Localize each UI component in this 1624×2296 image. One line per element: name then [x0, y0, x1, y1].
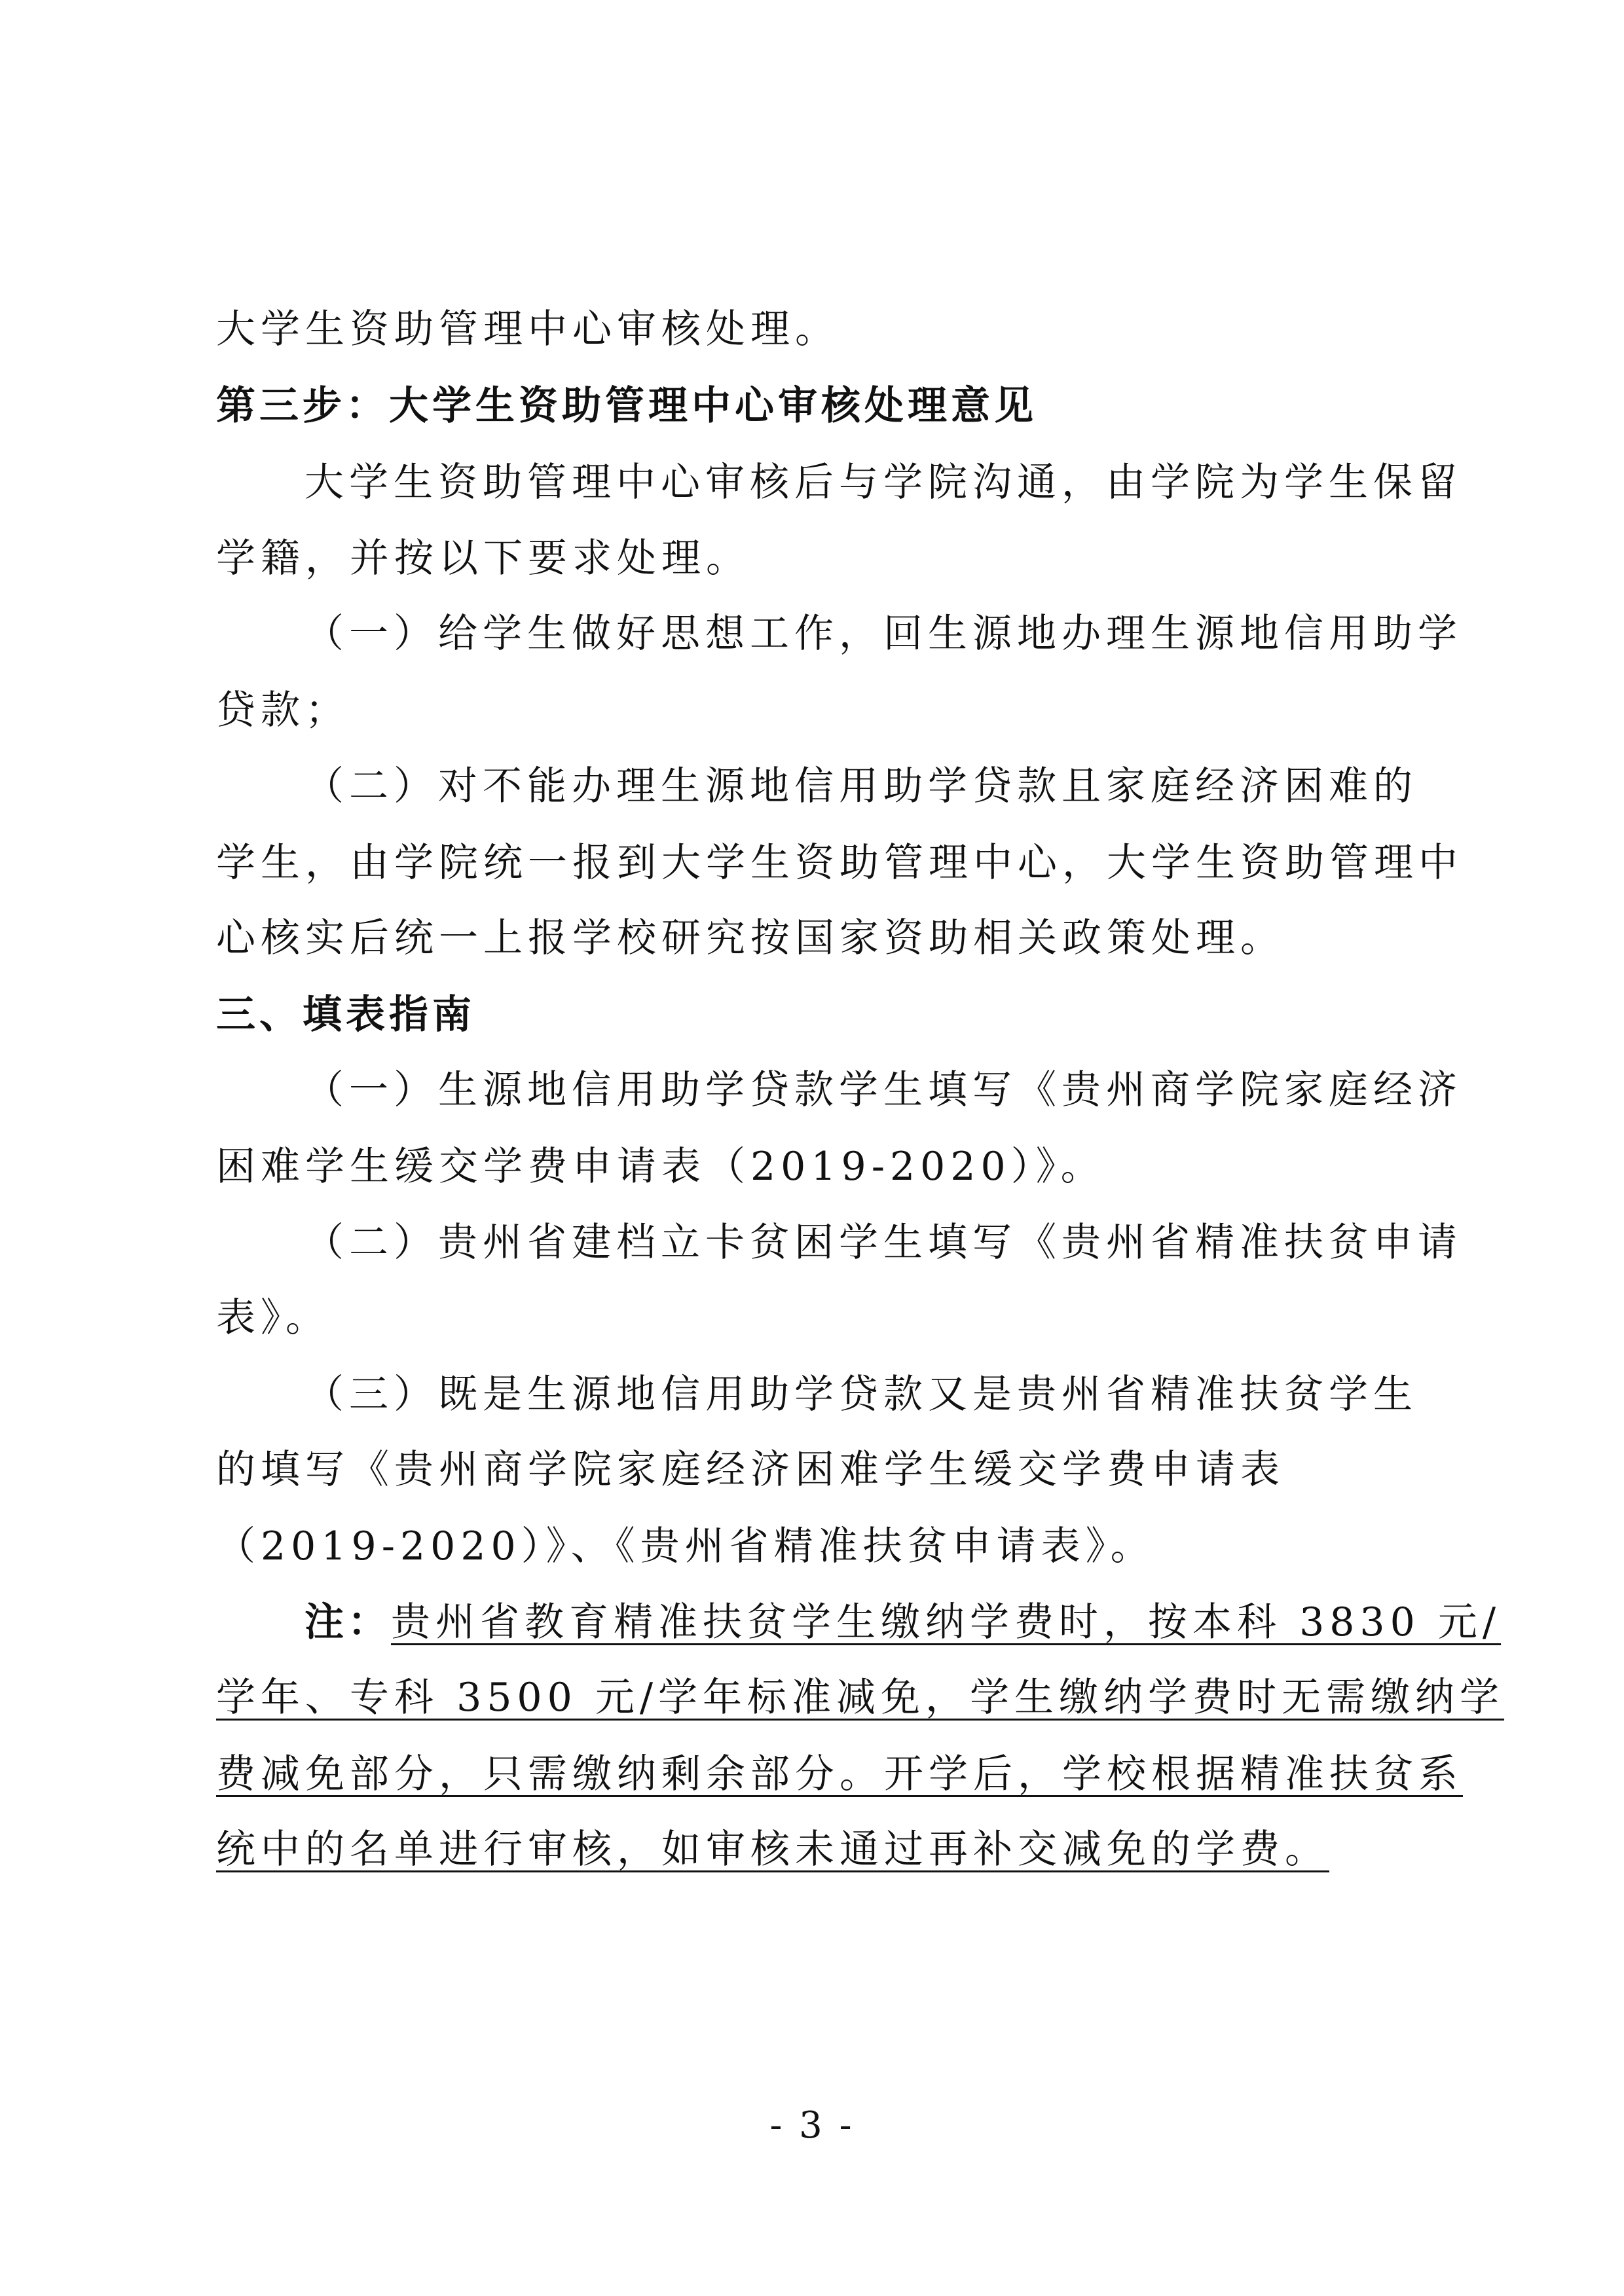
body-line: 学籍，并按以下要求处理。: [216, 536, 750, 581]
note-text: 费减免部分，只需缴纳剩余部分。开学后，学校根据精准扶贫系: [216, 1751, 1463, 1797]
note-line: [216, 1827, 1329, 1872]
section-heading-step-three: 第三步：大学生资助管理中心审核处理意见: [216, 383, 1037, 429]
section-heading-form-guide: 三、填表指南: [216, 992, 475, 1038]
note-text: 统中的名单进行审核，如审核未通过再补交减免的学费。: [216, 1827, 1329, 1872]
note-text: 学年、专科 3500 元/学年标准减免，学生缴纳学费时无需缴纳学: [216, 1675, 1505, 1721]
note-line: [216, 1675, 1504, 1721]
body-line: （一）给学生做好思想工作，回生源地办理生源地信用助学: [304, 611, 1462, 657]
body-line: 贷款；: [216, 687, 350, 733]
body-line: 表》。: [216, 1295, 330, 1341]
body-line: （2019-2020）》、《贵州省精准扶贫申请表》。: [216, 1523, 1155, 1569]
body-line: 学生，由学院统一报到大学生资助管理中心，大学生资助管理中: [216, 840, 1463, 886]
note-text: 贵州省教育精准扶贫学生缴纳学费时，按本科 3830 元/: [391, 1599, 1502, 1645]
page-number: - 3 -: [769, 2104, 855, 2147]
note-label: 注：: [304, 1599, 391, 1645]
body-line: 大学生资助管理中心审核后与学院沟通，由学院为学生保留: [304, 460, 1462, 505]
body-line: （二）贵州省建档立卡贫困学生填写《贵州省精准扶贫申请: [304, 1220, 1462, 1266]
note-line: [216, 1751, 1463, 1797]
body-line: 困难学生缓交学费申请表（2019-2020）》。: [216, 1144, 1105, 1190]
body-line: 大学生资助管理中心审核处理。: [216, 306, 840, 352]
body-line: （三）既是生源地信用助学贷款又是贵州省精准扶贫学生: [304, 1372, 1418, 1417]
body-line: （二）对不能办理生源地信用助学贷款且家庭经济困难的: [304, 763, 1418, 809]
body-line: 心核实后统一上报学校研究按国家资助相关政策处理。: [216, 915, 1285, 961]
body-line: 的填写《贵州商学院家庭经济困难学生缓交学费申请表: [216, 1447, 1285, 1493]
note-first-line: [304, 1599, 1501, 1645]
body-line: （一）生源地信用助学贷款学生填写《贵州商学院家庭经济: [304, 1067, 1462, 1113]
